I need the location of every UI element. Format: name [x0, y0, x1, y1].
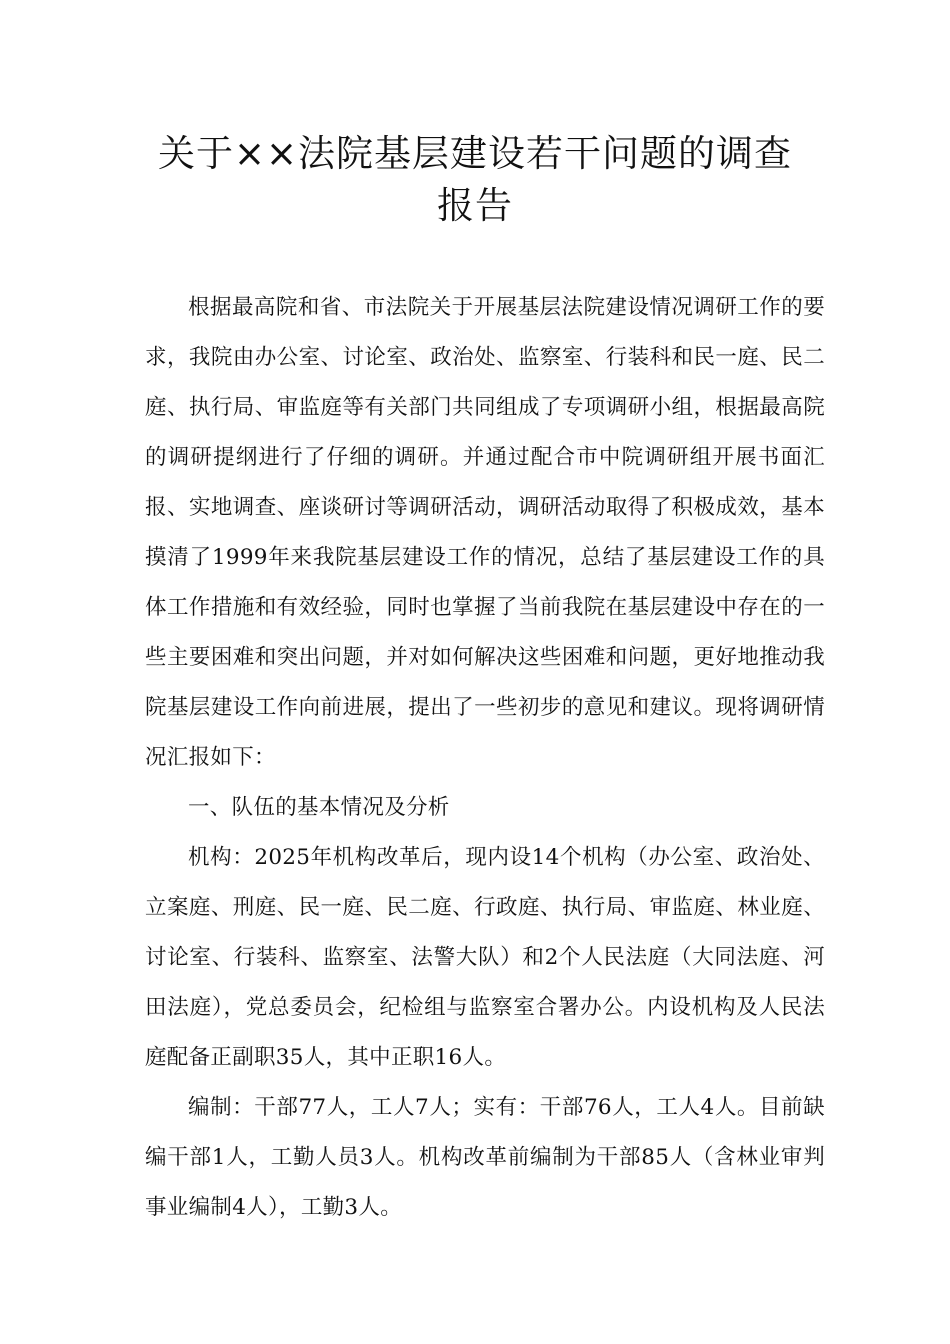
paragraph-staffing: 编制：干部77人，工人7人；实有：干部76人，工人4人。目前缺编干部1人，工勤人员3人。机构改革前编制为干部85人（含林业审判事业编制4人），工勤3人。 — [145, 1095, 825, 1220]
section-heading: 一、队伍的基本情况及分析 — [188, 795, 450, 820]
paragraph-intro: 根据最高院和省、市法院关于开展基层法院建设情况调研工作的要求，我院由办公室、讨论室、政治处、监察室、行装科和民一庭、民二庭、执行局、审监庭等有关部门共同组成了专项调研小组，根据最高院的调研提纲进行了仔细的调研。并通过配合市中院调研组开展书面汇报、实地调查、座谈研讨等调研活动，调研活动取得了积极成效，基本摸清了1999年来我院基层建设工作的情况，总结了基层建设工作的具体工作措施和有效经验，同时也掌握了当前我院在基层建设中存在的一些主要困难和突出问题，并对如何解决这些困难和问题，更好地推动我院基层建设工作向前进展，提出了一些初步的意见和建议。现将调研情况汇报如下： — [145, 295, 825, 770]
paragraph-institutions: 机构：2025年机构改革后，现内设14个机构（办公室、政治处、立案庭、刑庭、民一庭、民二庭、行政庭、执行局、审监庭、林业庭、讨论室、行装科、监察室、法警大队）和2个人民法庭（大同法庭、河田法庭），党总委员会，纪检组与监察室合署办公。内设机构及人民法庭配备正副职35人，其中正职16人。 — [145, 845, 825, 1070]
title-line-2: 报告 — [437, 184, 513, 227]
title-line-1: 关于××法院基层建设若干问题的调查 — [157, 132, 792, 175]
document-title — [130, 128, 820, 232]
document-body — [145, 283, 825, 1233]
